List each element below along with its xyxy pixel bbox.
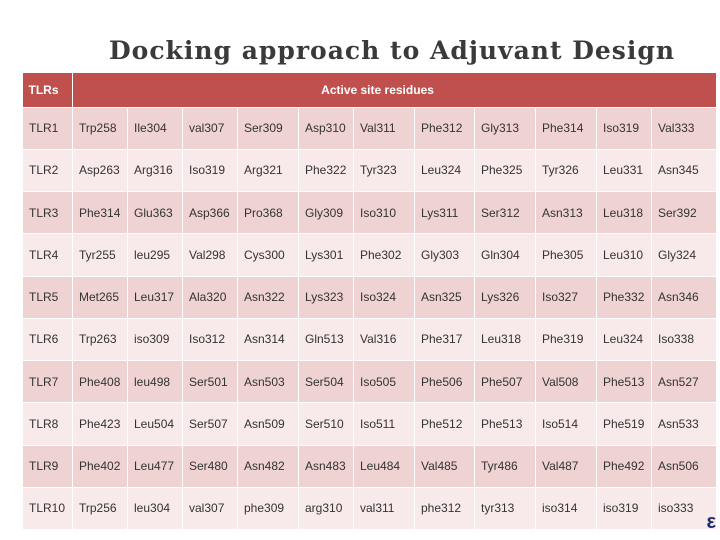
residue-cell: Ile304 xyxy=(128,107,183,149)
residue-cell: leu498 xyxy=(128,361,183,403)
tlr-name-cell: TLR2 xyxy=(23,149,73,191)
residue-cell: Phe512 xyxy=(415,403,475,445)
residue-cell: Ser480 xyxy=(183,445,238,487)
residue-cell: Phe332 xyxy=(597,276,652,318)
residue-cell: iso333 xyxy=(652,487,717,529)
residue-cell: Asn314 xyxy=(238,318,299,360)
residue-cell: iso319 xyxy=(597,487,652,529)
residue-cell: Leu318 xyxy=(597,192,652,234)
table-row xyxy=(23,149,717,191)
corner-logo-fragment: ε xyxy=(706,511,716,533)
residue-cell: Ser309 xyxy=(238,107,299,149)
residue-cell: Lys301 xyxy=(299,234,354,276)
residue-cell: Asn345 xyxy=(652,149,717,191)
table-row xyxy=(23,487,717,529)
residue-cell: Trp263 xyxy=(73,318,128,360)
residue-cell: Gly309 xyxy=(299,192,354,234)
residue-cell: Ser392 xyxy=(652,192,717,234)
residue-cell: Phe519 xyxy=(597,403,652,445)
active-site-residues-table xyxy=(22,73,717,530)
residue-cell: Iso324 xyxy=(354,276,415,318)
table-header-row xyxy=(23,73,717,107)
residue-cell: Tyr486 xyxy=(475,445,536,487)
residue-cell: Ser501 xyxy=(183,361,238,403)
residue-cell: Glu363 xyxy=(128,192,183,234)
residue-cell: Asn313 xyxy=(536,192,597,234)
residue-cell: Leu504 xyxy=(128,403,183,445)
residue-cell: Gly313 xyxy=(475,107,536,149)
residue-cell: Asn325 xyxy=(415,276,475,318)
residue-cell: Cys300 xyxy=(238,234,299,276)
tlr-name-cell: TLR3 xyxy=(23,192,73,234)
tlr-name-cell: TLR8 xyxy=(23,403,73,445)
residue-cell: Phe319 xyxy=(536,318,597,360)
table-row xyxy=(23,276,717,318)
residue-cell: Ser510 xyxy=(299,403,354,445)
table-row xyxy=(23,107,717,149)
residue-cell: Phe492 xyxy=(597,445,652,487)
residue-cell: Iso505 xyxy=(354,361,415,403)
residue-cell: Asn509 xyxy=(238,403,299,445)
residue-cell: Val487 xyxy=(536,445,597,487)
residue-cell: Met265 xyxy=(73,276,128,318)
residue-cell: Tyr255 xyxy=(73,234,128,276)
residue-cell: val311 xyxy=(354,487,415,529)
residue-cell: Asp366 xyxy=(183,192,238,234)
residue-cell: Ser507 xyxy=(183,403,238,445)
residue-cell: Trp258 xyxy=(73,107,128,149)
residue-cell: iso314 xyxy=(536,487,597,529)
residue-cell: Phe312 xyxy=(415,107,475,149)
tlr-name-cell: TLR1 xyxy=(23,107,73,149)
residue-cell: Ser312 xyxy=(475,192,536,234)
tlr-name-cell: TLR7 xyxy=(23,361,73,403)
residue-cell: Gly303 xyxy=(415,234,475,276)
tlr-name-cell: TLR5 xyxy=(23,276,73,318)
tlr-name-cell: TLR6 xyxy=(23,318,73,360)
residue-cell: Iso312 xyxy=(183,318,238,360)
residue-cell: Phe423 xyxy=(73,403,128,445)
residue-cell: Asp310 xyxy=(299,107,354,149)
residue-cell: Iso514 xyxy=(536,403,597,445)
residue-cell: Iso319 xyxy=(597,107,652,149)
residue-cell: Leu324 xyxy=(415,149,475,191)
residue-cell: Pro368 xyxy=(238,192,299,234)
residue-table-container xyxy=(22,73,716,530)
residue-cell: Asn527 xyxy=(652,361,717,403)
header-active-site-residues: Active site residues xyxy=(73,73,717,107)
residue-cell: Gln304 xyxy=(475,234,536,276)
tlr-name-cell: TLR4 xyxy=(23,234,73,276)
residue-cell: Iso310 xyxy=(354,192,415,234)
tlr-name-cell: TLR9 xyxy=(23,445,73,487)
residue-cell: Gln513 xyxy=(299,318,354,360)
residue-cell: leu295 xyxy=(128,234,183,276)
table-row xyxy=(23,361,717,403)
residue-cell: Phe513 xyxy=(475,403,536,445)
residue-cell: val307 xyxy=(183,107,238,149)
residue-cell: Leu310 xyxy=(597,234,652,276)
residue-cell: Leu331 xyxy=(597,149,652,191)
residue-cell: Asn533 xyxy=(652,403,717,445)
residue-cell: Phe314 xyxy=(536,107,597,149)
residue-cell: Leu484 xyxy=(354,445,415,487)
residue-cell: tyr313 xyxy=(475,487,536,529)
residue-cell: Phe408 xyxy=(73,361,128,403)
residue-cell: Val316 xyxy=(354,318,415,360)
residue-cell: Asn482 xyxy=(238,445,299,487)
residue-cell: Asn322 xyxy=(238,276,299,318)
residue-cell: Asn483 xyxy=(299,445,354,487)
residue-cell: Phe322 xyxy=(299,149,354,191)
residue-cell: Val311 xyxy=(354,107,415,149)
residue-cell: Phe314 xyxy=(73,192,128,234)
residue-cell: Asn346 xyxy=(652,276,717,318)
residue-cell: Iso327 xyxy=(536,276,597,318)
residue-cell: Lys323 xyxy=(299,276,354,318)
residue-cell: Ser504 xyxy=(299,361,354,403)
residue-cell: Phe325 xyxy=(475,149,536,191)
residue-cell: Phe402 xyxy=(73,445,128,487)
residue-cell: Phe513 xyxy=(597,361,652,403)
residue-cell: Iso338 xyxy=(652,318,717,360)
residue-cell: Lys311 xyxy=(415,192,475,234)
table-row xyxy=(23,192,717,234)
residue-cell: Iso319 xyxy=(183,149,238,191)
header-tlrs: TLRs xyxy=(23,73,73,107)
residue-cell: Trp256 xyxy=(73,487,128,529)
residue-cell: Phe507 xyxy=(475,361,536,403)
residue-cell: Phe506 xyxy=(415,361,475,403)
residue-cell: Leu324 xyxy=(597,318,652,360)
residue-cell: Asp263 xyxy=(73,149,128,191)
residue-cell: Val485 xyxy=(415,445,475,487)
residue-cell: Leu318 xyxy=(475,318,536,360)
residue-cell: Gly324 xyxy=(652,234,717,276)
residue-cell: Tyr323 xyxy=(354,149,415,191)
table-row xyxy=(23,318,717,360)
residue-cell: Val298 xyxy=(183,234,238,276)
residue-cell: Leu317 xyxy=(128,276,183,318)
residue-cell: Leu477 xyxy=(128,445,183,487)
table-row xyxy=(23,445,717,487)
residue-cell: leu304 xyxy=(128,487,183,529)
residue-cell: Phe305 xyxy=(536,234,597,276)
table-body xyxy=(23,107,717,530)
residue-cell: Val333 xyxy=(652,107,717,149)
residue-cell: Arg321 xyxy=(238,149,299,191)
residue-cell: iso309 xyxy=(128,318,183,360)
residue-cell: Iso511 xyxy=(354,403,415,445)
tlr-name-cell: TLR10 xyxy=(23,487,73,529)
residue-cell: arg310 xyxy=(299,487,354,529)
residue-cell: Phe302 xyxy=(354,234,415,276)
residue-cell: Arg316 xyxy=(128,149,183,191)
residue-cell: phe312 xyxy=(415,487,475,529)
residue-cell: Lys326 xyxy=(475,276,536,318)
slide-title: Docking approach to Adjuvant Design xyxy=(108,36,676,65)
residue-cell: phe309 xyxy=(238,487,299,529)
residue-cell: Val508 xyxy=(536,361,597,403)
table-row xyxy=(23,403,717,445)
residue-cell: Asn506 xyxy=(652,445,717,487)
residue-cell: Phe317 xyxy=(415,318,475,360)
residue-cell: val307 xyxy=(183,487,238,529)
table-row xyxy=(23,234,717,276)
residue-cell: Asn503 xyxy=(238,361,299,403)
residue-cell: Ala320 xyxy=(183,276,238,318)
residue-cell: Tyr326 xyxy=(536,149,597,191)
